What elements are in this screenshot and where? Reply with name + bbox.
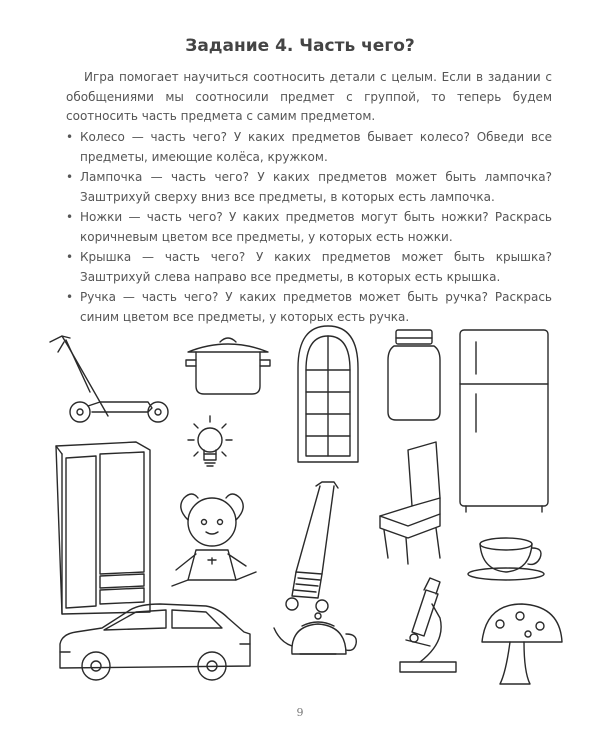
window-illustration [298,326,358,462]
scooter-illustration [50,336,168,422]
task-list [66,128,552,328]
intro-paragraph: Игра помогает научиться соотносить детали с целым. Если в задании с обобщениями мы соотносили предмет с группой, то теперь будем соотносить часть предмета с самим предметом. [66,70,552,123]
chair-illustration [380,442,440,564]
shopping-cart-illustration [286,482,338,612]
car-illustration [60,604,250,680]
wardrobe-illustration [56,442,150,614]
task-bulb: • Лампочка — часть чего? У каких предметов может быть лампочка? Заштрихуй сверху вниз все предметы, в которых есть лампочка. [66,168,552,207]
teapot-illustration [274,613,356,654]
microscope-illustration [400,578,456,672]
mushroom-illustration [482,604,562,684]
illustrations [0,322,600,706]
cup-illustration [468,538,544,580]
doll-illustration [172,494,256,586]
page-number: 9 [296,706,304,719]
jar-illustration [388,330,440,420]
pot-illustration [186,338,270,394]
task-wheel: • Колесо — часть чего? У каких предметов бывает колесо? Обведи все предметы, имеющие колёса, кружком. [66,128,552,167]
task-title: Задание 4. Часть чего? [185,36,415,56]
task-handle: • Ручка — часть чего? У каких предметов может быть ручка? Раскрась синим цветом все предметы, у которых есть ручка. [66,288,552,327]
fridge-illustration [460,330,548,512]
lightbulb-illustration [188,416,232,466]
task-legs: • Ножки — часть чего? У каких предметов могут быть ножки? Раскрась коричневым цветом все предметы, у которых есть ножки. [66,208,552,247]
task-lid: • Крышка — часть чего? У каких предметов может быть крышка? Заштрихуй слева направо все предметы, в которых есть крышка. [66,248,552,287]
